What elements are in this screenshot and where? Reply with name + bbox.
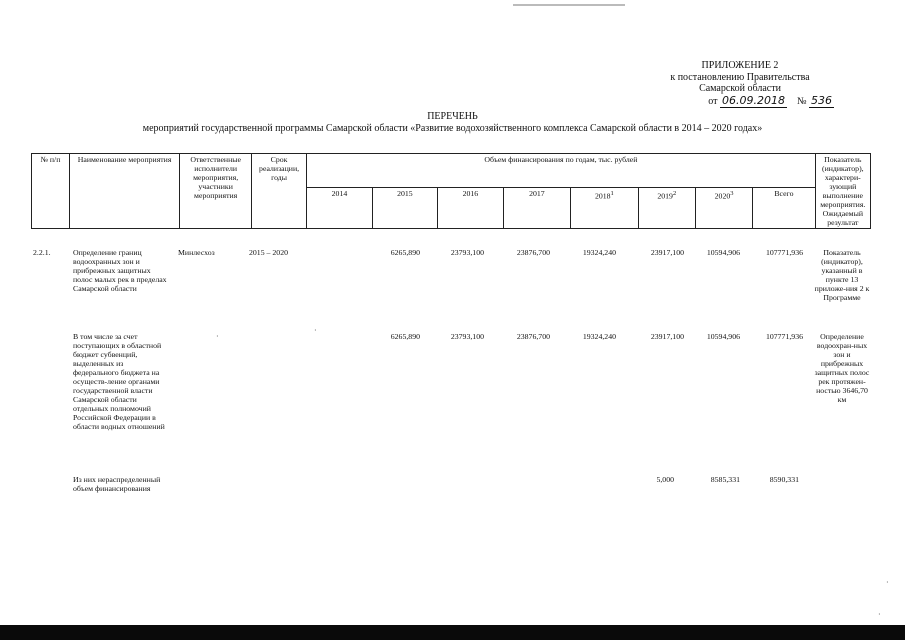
header-name: Наименование мероприятия	[69, 154, 180, 229]
row-2018: 19324,240	[582, 248, 616, 257]
row-2019: 23917,100	[650, 332, 684, 341]
scan-speck: ·	[886, 578, 889, 587]
row-total: 107771,936	[765, 248, 803, 257]
header-total: Всего	[753, 187, 815, 228]
header-period: Срок реализации, годы	[251, 154, 306, 229]
row-indicator: Определение водоохран-ных зон и прибрежных защитных полос рек протяжен-ностью 3646,70 км	[814, 332, 870, 404]
header-2019: 2019$^2$	[638, 187, 695, 228]
row-2015: 6265,890	[390, 248, 420, 257]
handwritten-date: 06.09.2018	[721, 93, 785, 107]
header-2016: 2016	[438, 187, 503, 228]
appendix-line-region: Самарской области	[699, 83, 781, 94]
table-row	[31, 475, 871, 515]
handwritten-number: 536	[811, 93, 832, 107]
row-2016: 23793,100	[450, 332, 484, 341]
header-2017: 2017	[503, 187, 571, 228]
appendix-block	[640, 60, 840, 107]
row-total: 107771,936	[765, 332, 803, 341]
header-responsible: Ответственные исполнители мероприятия, участники мероприятия	[180, 154, 252, 229]
header-2018: 2018$^1$	[571, 187, 639, 228]
header-num: № п/п	[32, 154, 70, 229]
header-table	[31, 153, 871, 229]
row-2019: 5,000	[656, 475, 674, 484]
table-row	[31, 332, 871, 472]
row-name: В том числе за счет поступающих в областной бюджет субвенций, выделенных из федерального бюджета на осуществ-ление органами государственной власти Самарской области отдельных полномочий Российской Федерации в области водных отношений	[73, 332, 165, 431]
table-body	[31, 238, 871, 528]
scan-speck: ·	[216, 332, 219, 341]
row-name: Из них нераспределенный объем финансирования	[73, 475, 161, 493]
scan-speck: ·	[878, 610, 881, 619]
row-2016: 23793,100	[450, 248, 484, 257]
scan-speck: ·	[314, 326, 317, 335]
appendix-title: ПРИЛОЖЕНИЕ 2	[701, 60, 779, 71]
row-2017: 23876,700	[516, 332, 550, 341]
appendix-line-resolution: к постановлению Правительства	[670, 71, 810, 83]
header-2014: 2014	[307, 187, 372, 228]
header-2015: 2015	[372, 187, 437, 228]
header-2020: 2020$^3$	[695, 187, 752, 228]
title-subtitle: мероприятий государственной программы Самарской области «Развитие водохозяйственного комплекса Самарской области в 2014 – 2020 годах»	[142, 123, 763, 134]
row-indicator: Показатель (индикатор), указанный в пункте 13 приложе-ния 2 к Программе	[814, 248, 870, 302]
appendix-date-number	[640, 95, 840, 108]
row-2017: 23876,700	[516, 248, 550, 257]
header-indicator: Показатель (индикатор), характери-зующий выполнение мероприятия. Ожидаемый результат	[815, 154, 870, 229]
row-period: 2015 – 2020	[249, 248, 288, 257]
row-name: Определение границ водоохранных зон и прибрежных защитных полос малых рек в пределах Самарской области	[73, 248, 167, 293]
scan-top-mark	[513, 4, 625, 6]
row-2020: 8585,331	[710, 475, 740, 484]
row-2020: 10594,906	[706, 248, 740, 257]
header-financing: Объем финансирования по годам, тыс. рублей	[307, 154, 815, 188]
date-prefix: от	[708, 95, 718, 107]
row-2018: 19324,240	[582, 332, 616, 341]
row-2019: 23917,100	[650, 248, 684, 257]
title-heading: ПЕРЕЧЕНЬ	[427, 111, 478, 122]
table-row	[31, 248, 871, 338]
row-responsible: Минлесхоз	[178, 248, 215, 257]
row-num: 2.2.1.	[33, 248, 51, 257]
row-2020: 10594,906	[706, 332, 740, 341]
number-prefix: №	[796, 95, 807, 107]
scan-bottom-edge	[0, 625, 905, 640]
row-2015: 6265,890	[390, 332, 420, 341]
document-title	[0, 111, 905, 135]
row-total: 8590,331	[769, 475, 799, 484]
